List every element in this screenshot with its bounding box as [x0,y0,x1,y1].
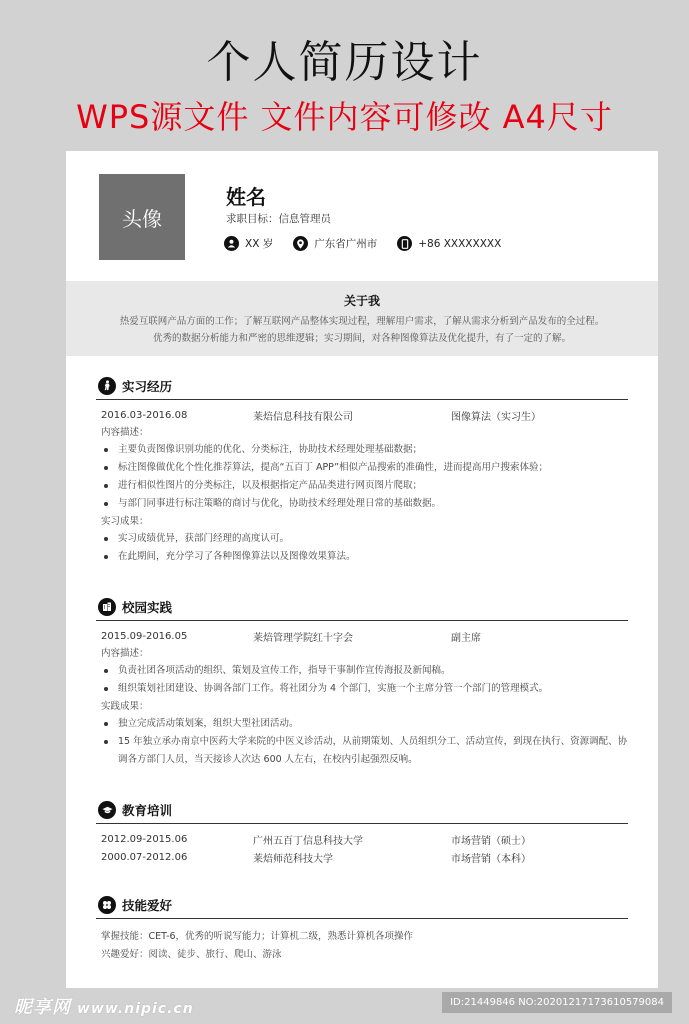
section-title: 技能爱好 [122,897,173,913]
role: 副主席 [451,632,481,644]
section-header [96,800,628,824]
education-row [96,848,628,866]
about-line: 优秀的数据分析能力和严密的思维逻辑；实习期间，对各种图像算法及优化提升，有了一定的了解。 [152,333,571,344]
bullet-item: 组织策划社团建设、协调各部门工作。将社团分为 4 个部门，实施一个主席分管一个部门的管理模式。 [96,680,628,698]
logo-text: 昵享网 [14,997,71,1018]
contact-location [293,236,377,251]
result-label: 实习成果： [101,516,149,527]
school: 广州五百丁信息科技大学 [253,835,363,847]
person-icon [224,236,239,251]
bullet-item: 标注图像做优化个性化推荐算法，提高“五百丁 APP”相似产品搜索的准确性，进而提高用户搜索体验； [96,459,628,477]
bullet-item: 与部门同事进行标注策略的商讨与优化，协助技术经理处理日常的基础数据。 [96,495,628,513]
section-title: 校园实践 [122,599,173,615]
section-header [96,376,628,400]
education-row [96,830,628,848]
hobbies-line: 兴趣爱好：阅读、徒步、旅行、爬山、游泳 [101,949,282,960]
period: 2015.09-2016.05 [101,630,188,642]
age-text: XX 岁 [245,238,274,250]
logo-url: www.nipic.cn [77,1001,194,1017]
experience-row [96,627,628,645]
about-line: 热爱互联网产品方面的工作；了解互联网产品整体实现过程，理解用户需求，了解从需求分析到产品发布的全过程。 [119,316,605,327]
school: 莱焙师范科技大学 [253,853,333,865]
desc-label: 内容描述： [101,648,149,659]
section-title: 教育培训 [122,802,173,818]
section-header [96,597,628,621]
section-header [96,895,628,919]
contact-phone [397,236,501,251]
period: 2000.07-2012.06 [101,851,188,863]
candidate-name: 姓名 [226,185,266,209]
campus-section [96,597,628,769]
period: 2016.03-2016.08 [101,409,188,421]
bullet-item: 独立完成活动策划案，组织大型社团活动。 [96,715,628,733]
building-icon [98,598,116,616]
phone-icon [397,236,412,251]
organization: 莱焙信息科技有限公司 [253,411,353,423]
period: 2012.09-2015.06 [101,833,188,845]
banner-title: 个人简历设计 [206,37,483,88]
skills-section [96,895,628,964]
skills-line: 掌握技能：CET-6，优秀的听说写能力；计算机二级，熟悉计算机各项操作 [101,931,414,942]
organization: 莱焙管理学院红十字会 [253,632,353,644]
avatar-placeholder: 头像 [99,174,185,260]
major: 市场营销（本科） [451,853,531,865]
walking-person-icon [98,377,116,395]
resume-page [66,151,658,988]
bullet-item: 在此期间，充分学习了各种图像算法以及图像效果算法。 [96,548,628,566]
graduation-cap-icon [98,801,116,819]
location-text: 广东省广州市 [314,238,378,250]
about-me-section [66,281,658,356]
section-title: 实习经历 [122,378,173,394]
major: 市场营销（硕士） [451,835,531,847]
contact-age [224,236,273,251]
bullet-item: 主要负责图像识别功能的优化、分类标注，协助技术经理处理基础数据； [96,441,628,459]
bullet-item: 实习成绩优异，获部门经理的高度认可。 [96,530,628,548]
contact-info [224,236,521,251]
bullet-item: 15 年独立承办南京中医药大学来院的中医义诊活动，从前期策划、人员组织分工、活动宣传，到现在执行、资源调配、协调各方部门人员，当天接诊人次达 600 人左右，在校内引起强烈反响。 [96,733,628,769]
education-section [96,800,628,866]
about-title: 关于我 [343,294,380,308]
bullet-item: 负责社团各项活动的组织、策划及宣传工作，指导干事制作宣传海报及新闻稿。 [96,662,628,680]
banner-subtitle: WPS源文件 文件内容可修改 A4尺寸 [76,98,613,136]
desc-label: 内容描述： [101,427,149,438]
image-id-badge: ID:21449846 NO:20201217173610579084 [442,992,672,1013]
location-pin-icon [293,236,308,251]
result-label: 实践成果： [101,701,149,712]
phone-text: +86 XXXXXXXX [418,237,502,250]
bullet-item: 进行相似性图片的分类标注，以及根据指定产品品类进行网页图片爬取； [96,477,628,495]
clover-icon [98,896,116,914]
job-target: 求职目标：信息管理员 [226,213,331,225]
watermark-logo [14,993,194,1019]
role: 图像算法（实习生） [451,411,541,423]
experience-row [96,406,628,424]
internship-section [96,376,628,566]
